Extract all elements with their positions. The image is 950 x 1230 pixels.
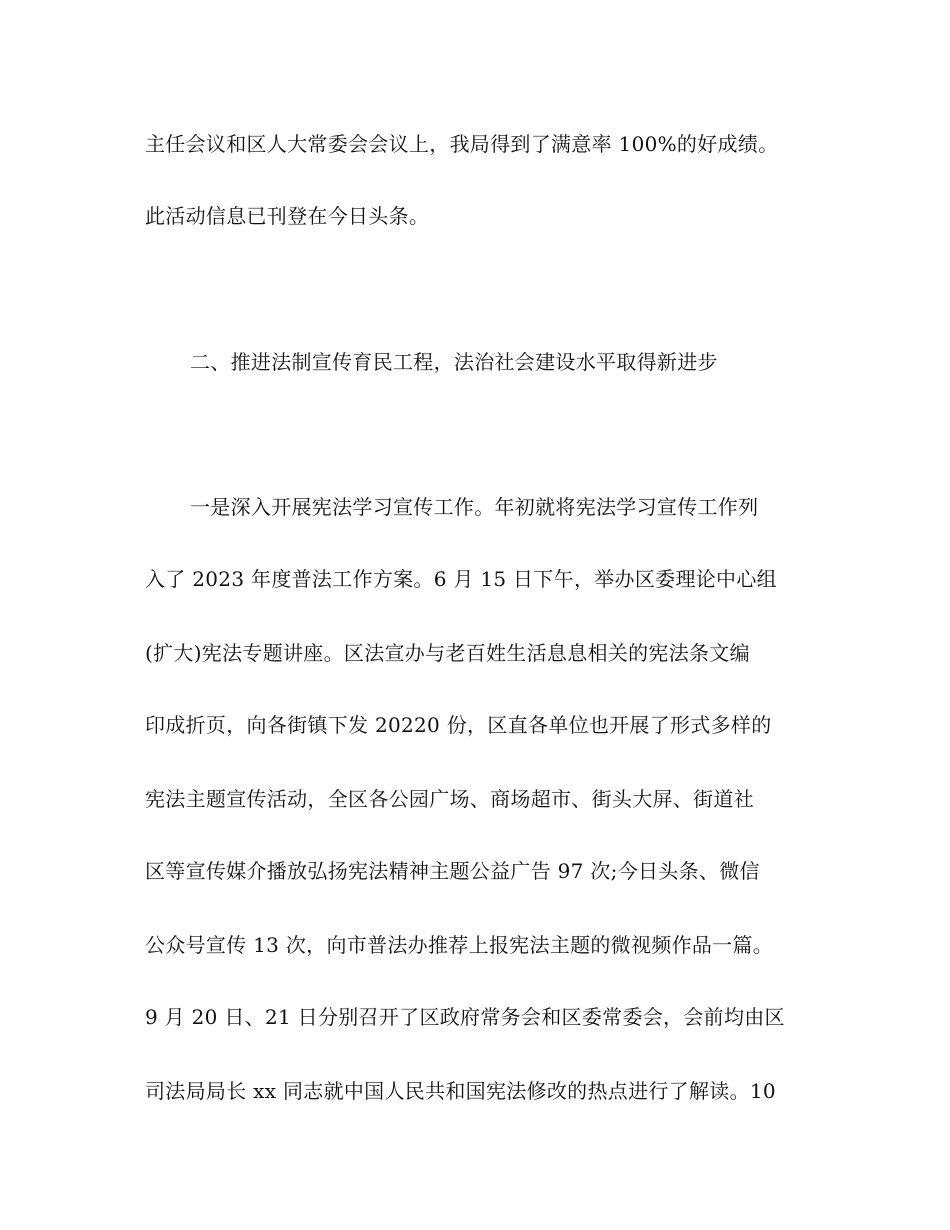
paragraph-line: 此活动信息已刊登在今日头条。 [145, 204, 430, 228]
paragraph-line: 公众号宣传 13 次，向市普法办推荐上报宪法主题的微视频作品一篇。 [145, 933, 774, 957]
paragraph-line: (扩大)宪法专题讲座。区法宣办与老百姓生活息息相关的宪法条文编 [145, 641, 750, 665]
paragraph-line: 一是深入开展宪法学习宣传工作。年初就将宪法学习宣传工作列 [190, 495, 759, 519]
section-heading: 二、推进法制宣传育民工程，法治社会建设水平取得新进步 [190, 350, 718, 374]
paragraph-line: 印成折页，向各街镇下发 20220 份，区直各单位也开展了形式多样的 [145, 713, 772, 737]
paragraph-line: 入了 2023 年度普法工作方案。6 月 15 日下午，举办区委理论中心组 [145, 567, 777, 591]
paragraph-line: 宪法主题宣传活动，全区各公园广场、商场超市、街头大屏、街道社 [145, 787, 754, 811]
paragraph-line: 区等宣传媒介播放弘扬宪法精神主题公益广告 97 次;今日头条、微信 [145, 859, 760, 883]
paragraph-line: 司法局局长 xx 同志就中国人民共和国宪法修改的热点进行了解读。10 [145, 1079, 776, 1103]
paragraph-line: 主任会议和区人大常委会会议上，我局得到了满意率 100%的好成绩。 [145, 132, 779, 156]
paragraph-line: 9 月 20 日、21 日分别召开了区政府常务会和区委常委会，会前均由区 [145, 1005, 785, 1029]
